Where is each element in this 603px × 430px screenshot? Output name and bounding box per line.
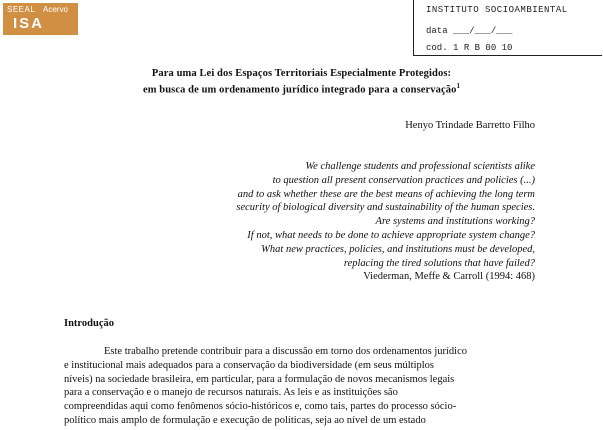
article-title-line-1: Para uma Lei dos Espaços Territoriais Especialmente Protegidos: (151, 68, 452, 79)
body-line: político mais amplo de formulação e execução de políticas, seja ao nível de um estado (64, 414, 426, 426)
epigraph-line: Are systems and institutions working? (375, 216, 535, 228)
isa-logo (3, 3, 78, 35)
body-line: níveis) na sociedade brasileira, em particular, para a formulação de novos mecanismos legais (64, 373, 455, 385)
archive-stamp (413, 0, 602, 56)
epigraph-citation: Viederman, Meffe & Carroll (1994: 468) (363, 271, 535, 283)
epigraph-line: If not, what needs to be done to achieve appropriate system change? (247, 229, 535, 241)
author-name: Henyo Trindade Barretto Filho (405, 120, 535, 131)
article-title-line-2 (0, 82, 603, 96)
body-line: Este trabalho pretende contribuir para a discussão em torno dos ordenamentos jurídico (104, 346, 468, 357)
body-line: compreendidas aqui como fenômenos sócio-históricos e, como tais, partes do processo sócio- (64, 401, 457, 413)
footnote-mark: 1 (456, 82, 461, 90)
epigraph-line: We challenge students and professional scientists alike (305, 161, 535, 172)
stamp-code-row (426, 43, 512, 53)
article-title-line-2-text: em busca de um ordenamento jurídico integrado para a conservação (142, 84, 457, 96)
stamp-date-value: ___/___/___ (453, 26, 513, 36)
epigraph-line: What new practices, policies, and institutions must be developed, (261, 243, 535, 255)
body-line: para a conservação e o manejo de recursos naturais. As leis e as instituições são (64, 387, 398, 399)
stamp-title: INSTITUTO SOCIOAMBIENTAL (426, 5, 568, 15)
epigraph (115, 160, 535, 284)
stamp-code-label: cod. (426, 43, 448, 53)
epigraph-line: replacing the tired solutions that have failed? (343, 257, 535, 269)
body-line: e institucional mais adequados para a conservação da biodiversidade (em seus múltiplos (64, 359, 435, 371)
epigraph-line: to question all present conservation practices and policies (...) (272, 174, 535, 186)
epigraph-line: and to ask whether these are the best means of achieving the long term (237, 188, 535, 200)
body-paragraph (64, 345, 544, 428)
stamp-date-row (426, 26, 512, 36)
logo-text-top: SEEAL (7, 5, 36, 14)
stamp-date-label: data (426, 26, 448, 36)
logo-text-isa: ISA (13, 15, 45, 32)
logo-acervo-label: Acervo (43, 5, 68, 14)
epigraph-line: security of biological diversity and sustainability of the human species. (236, 202, 535, 214)
section-heading: Introdução (64, 318, 114, 329)
stamp-code-value: 1 R B 00 10 (453, 43, 513, 53)
